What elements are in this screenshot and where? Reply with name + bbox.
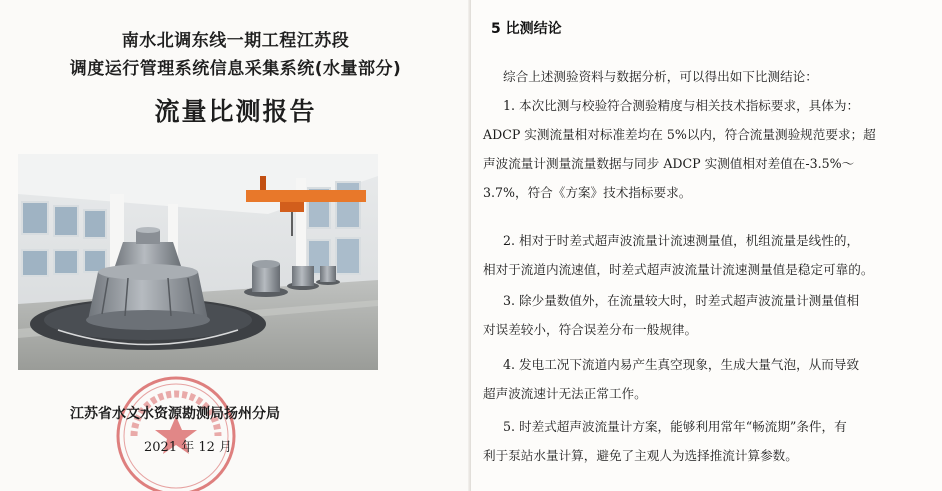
conclusion-item-2-cont bbox=[483, 255, 933, 284]
conclusion-item-3 bbox=[503, 286, 933, 315]
report-date: 2021 年 12 月 bbox=[144, 440, 233, 455]
conclusion-item-2 bbox=[503, 226, 933, 255]
conclusion-item-5-cont bbox=[483, 441, 933, 470]
body-line: 3.7%，符合《方案》技术指标要求。 bbox=[483, 185, 692, 200]
conclusion-item-1 bbox=[503, 91, 933, 120]
body-line: 对误差较小，符合误差分布一般规律。 bbox=[483, 322, 698, 337]
official-seal-icon bbox=[112, 372, 240, 491]
body-line: ADCP 实测流量相对标准差均在 5%以内，符合流量测验规范要求；超 bbox=[483, 127, 876, 142]
conclusion-item-5 bbox=[503, 412, 933, 441]
cover-title-main: 流量比测报告 bbox=[154, 97, 317, 126]
cover-title-line1: 南水北调东线一期工程江苏段 bbox=[121, 31, 350, 51]
body-line: 声波流量计测量流量数据与同步 ADCP 实测值相对差值在-3.5%～ bbox=[483, 156, 855, 171]
body-line: 相对于流道内流速值，时差式超声波流量计流速测量值是稳定可靠的。 bbox=[483, 262, 874, 277]
body-line: 3. 除少量数值外，在流量较大时，时差式超声波流量计测量值相 bbox=[503, 293, 860, 308]
body-line: 4. 发电工况下流道内易产生真空现象，生成大量气泡，从而导致 bbox=[503, 357, 860, 372]
conclusion-item-4 bbox=[503, 350, 933, 379]
body-line: 综合上述测验资料与数据分析，可以得出如下比测结论： bbox=[503, 69, 818, 84]
conclusion-item-4-cont bbox=[483, 379, 933, 408]
body-line: 2. 相对于时差式超声波流量计流速测量值，机组流量是线性的， bbox=[503, 233, 860, 248]
body-line: 1. 本次比测与校验符合测验精度与相关技术指标要求，具体为： bbox=[503, 98, 860, 113]
body-line: 利于泵站水量计算，避免了主观人为选择推流计算参数。 bbox=[483, 448, 798, 463]
body-line: 超声波流速计无法正常工作。 bbox=[483, 386, 647, 401]
section-heading: 5 比测结论 bbox=[491, 21, 562, 37]
body-line: 5. 时差式超声波流量计方案，能够利用常年“畅流期”条件，有 bbox=[503, 419, 847, 434]
conclusion-item-1-cont bbox=[483, 120, 933, 207]
conclusion-item-3-cont bbox=[483, 315, 933, 344]
organization-name: 江苏省水文水资源勘测局扬州分局 bbox=[70, 406, 280, 422]
cover-title-line2: 调度运行管理系统信息采集系统(水量部分) bbox=[69, 59, 402, 79]
pump-station-hall-photo bbox=[18, 154, 378, 370]
intro-paragraph bbox=[503, 62, 933, 91]
